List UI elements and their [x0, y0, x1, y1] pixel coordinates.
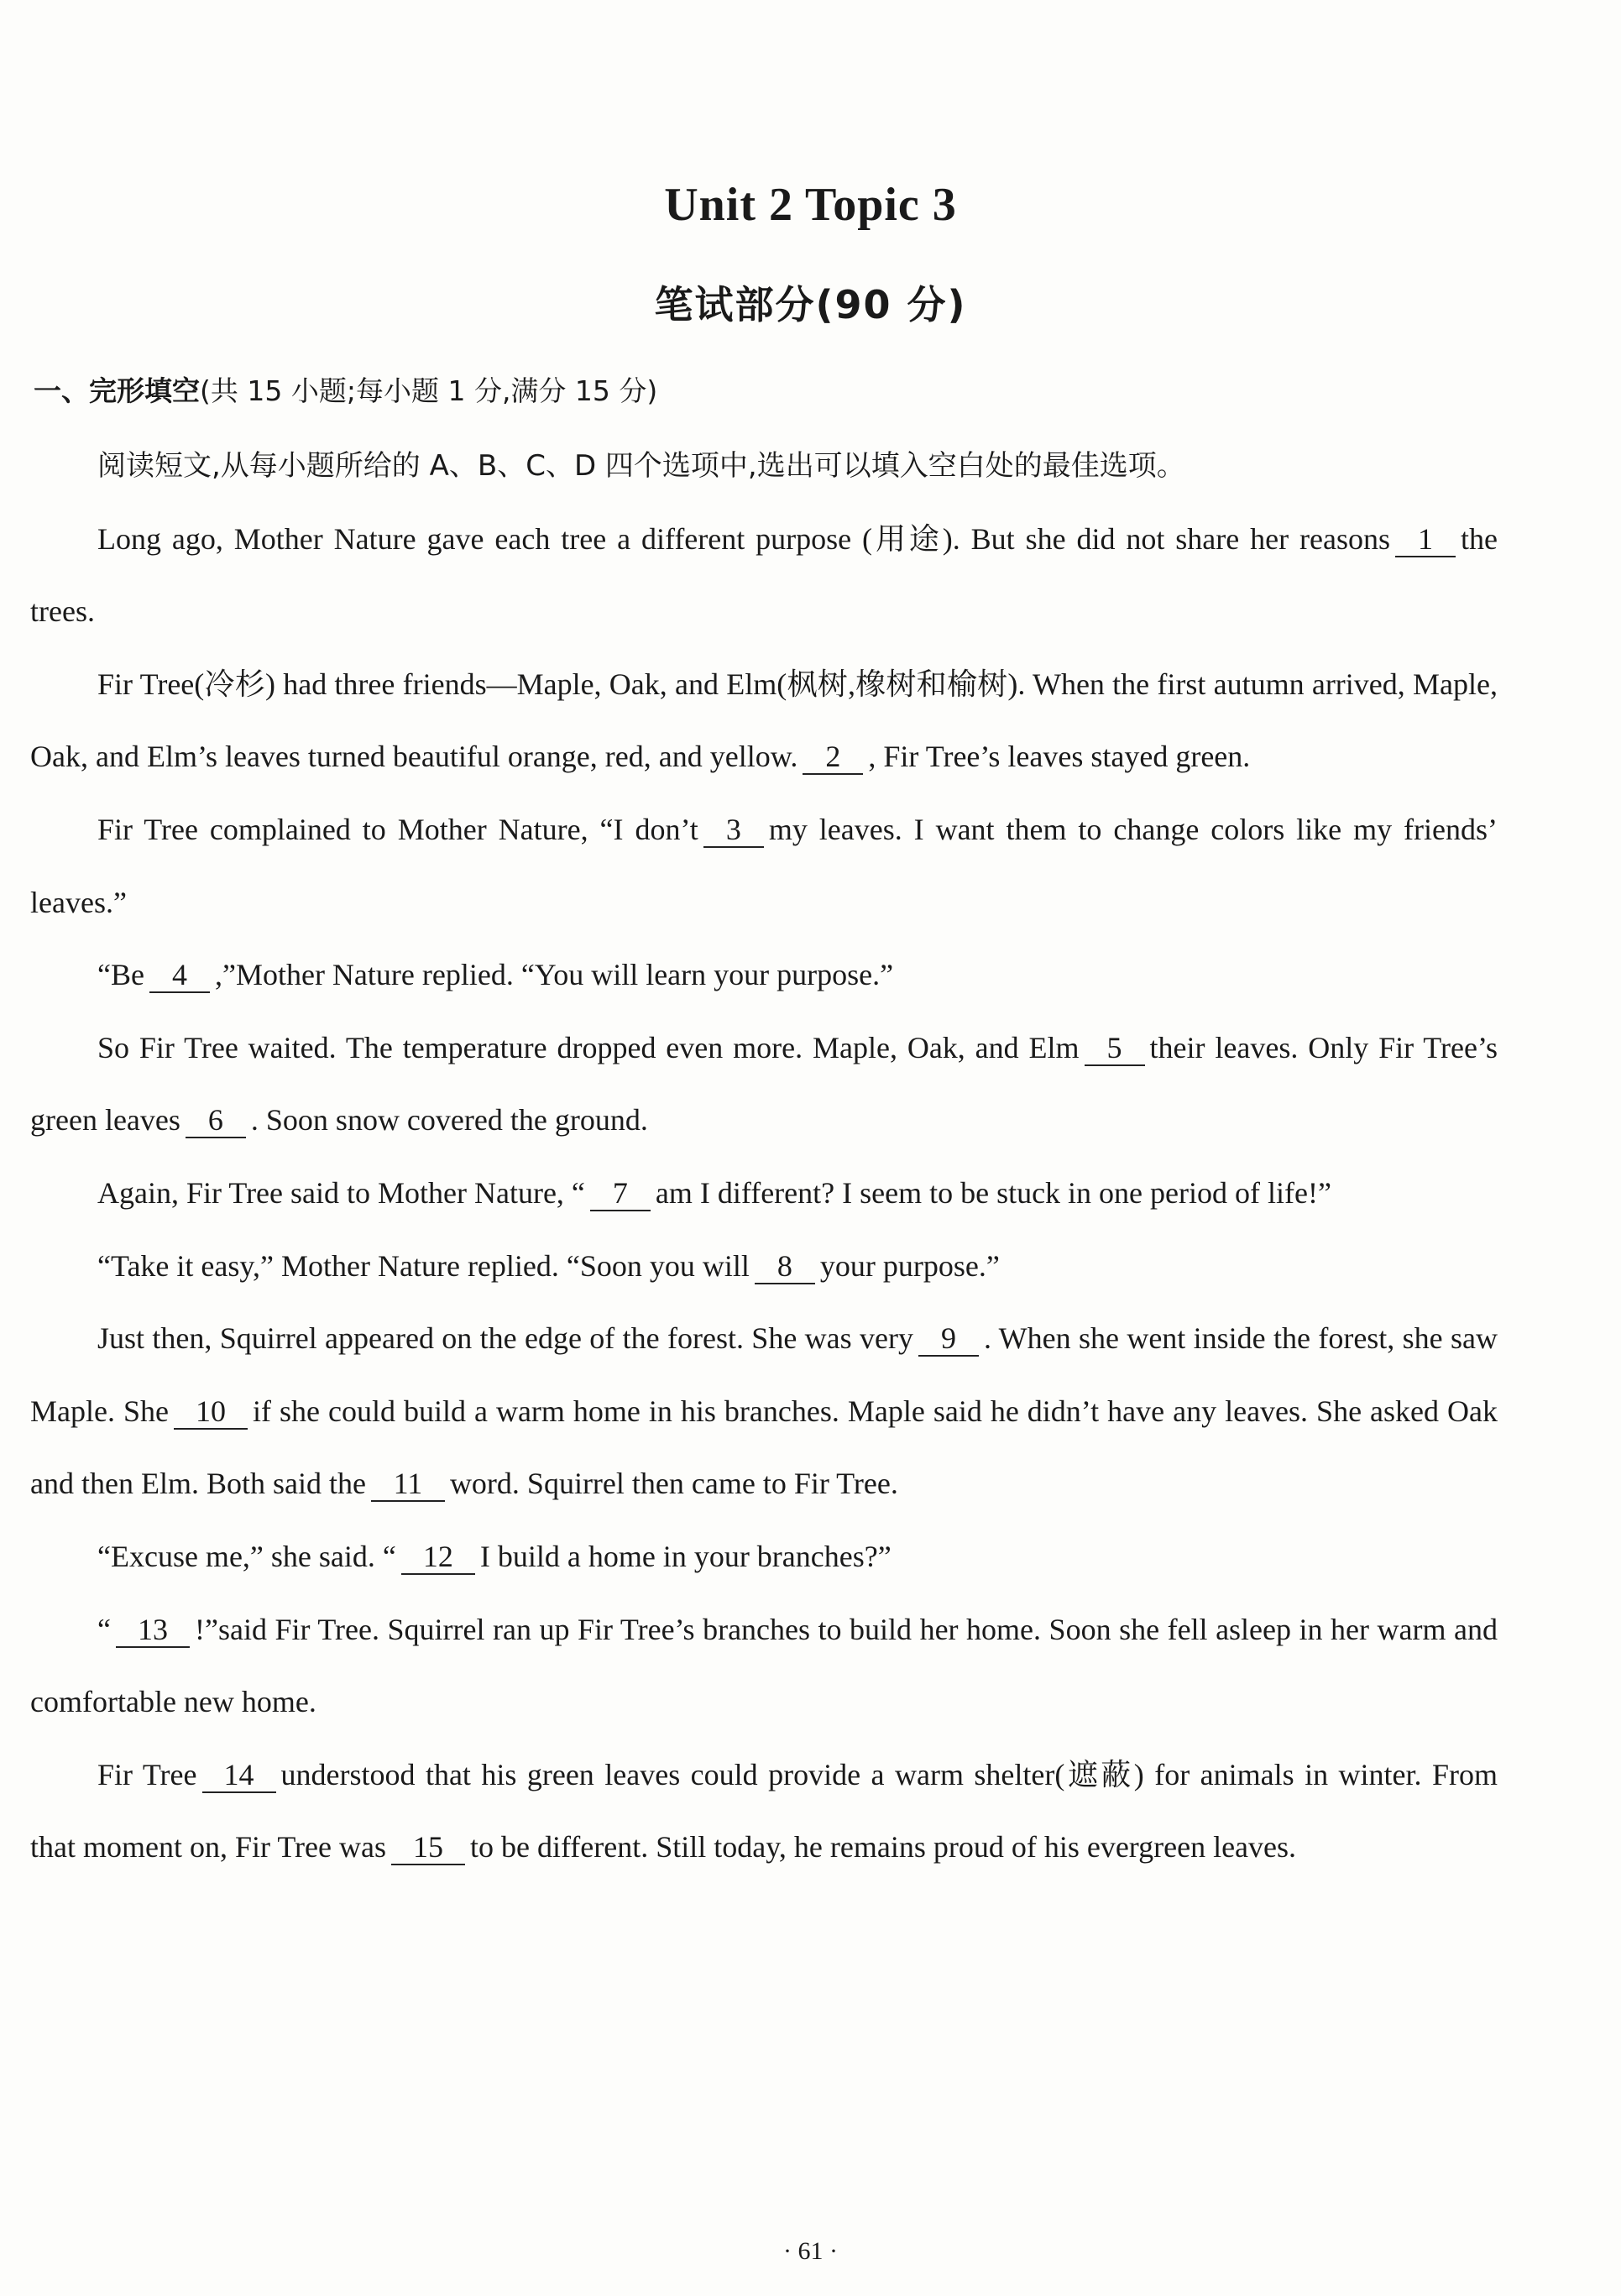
passage-text: to be different. Still today, he remains proud of his evergreen leaves.	[469, 1830, 1297, 1865]
paragraph-2	[30, 648, 1498, 793]
passage-text: So Fir Tree waited. The temperature dropped even more. Maple, Oak, and Elm	[97, 1030, 1080, 1064]
blank-8: 8	[755, 1249, 815, 1284]
paragraph-6	[30, 1157, 1498, 1230]
blank-6: 6	[186, 1103, 246, 1138]
paragraph-5	[30, 1012, 1498, 1157]
passage-text: Again, Fir Tree said to Mother Nature, “	[97, 1175, 585, 1210]
paragraph-11	[30, 1739, 1498, 1884]
blank-14: 14	[202, 1758, 276, 1793]
blank-2: 2	[803, 740, 863, 775]
blank-5: 5	[1085, 1031, 1145, 1066]
blank-13: 13	[116, 1613, 190, 1648]
passage-text: “Take it easy,” Mother Nature replied. “Soon you will	[97, 1248, 750, 1283]
paragraph-8	[30, 1302, 1498, 1520]
passage-text: their leaves. Only Fir Tree’s green leaves	[30, 1030, 1498, 1138]
paragraph-1	[30, 503, 1498, 648]
passage-text: “Excuse me,” she said. “	[97, 1539, 396, 1573]
blank-11: 11	[371, 1467, 445, 1502]
passage-text: . When she went inside the forest, she saw Maple. She	[30, 1321, 1498, 1428]
passage-text: am I different? I seem to be stuck in one period of life!”	[655, 1175, 1331, 1210]
blank-15: 15	[391, 1830, 465, 1865]
paragraph-9	[30, 1520, 1498, 1593]
page-title: Unit 2 Topic 3	[664, 179, 957, 231]
section-detail: (共 15 小题;每小题 1 分,满分 15 分)	[200, 374, 658, 407]
page-number: · 61 ·	[783, 2237, 838, 2265]
blank-7: 7	[590, 1176, 651, 1211]
passage-text: my leaves. I want them to change colors like my friends’ leaves.”	[30, 812, 1498, 919]
blank-10: 10	[174, 1394, 248, 1430]
passage-text: Fir Tree(冷杉) had three friends—Maple, Oak, and Elm(枫树,橡树和榆树). When the first autumn arrived, Maple, Oak, and Elm’s leaves turned beautiful orange, red, and yellow.	[30, 667, 1498, 774]
blank-9: 9	[918, 1321, 979, 1357]
passage-text: ,”Mother Nature replied. “You will learn your purpose.”	[214, 958, 894, 992]
passage-text: Just then, Squirrel appeared on the edge of the forest. She was very	[97, 1321, 913, 1356]
paragraph-10	[30, 1593, 1498, 1739]
passage-text: Fir Tree	[97, 1757, 197, 1791]
passage-text: , Fir Tree’s leaves stayed green.	[868, 740, 1251, 774]
passage-text: !”said Fir Tree. Squirrel ran up Fir Tree’s branches to build her home. Soon she fell asleep in her warm and comfortable new home.	[30, 1612, 1498, 1719]
passage-text: “	[97, 1612, 111, 1646]
paragraph-7	[30, 1230, 1498, 1303]
passage-text: if she could build a warm home in his branches. Maple said he didn’t have any leaves. She asked Oak and then Elm. Both said the	[30, 1394, 1498, 1501]
instruction: 阅读短文,从每小题所给的 A、B、C、D 四个选项中,选出可以填入空白处的最佳选项。	[97, 449, 1185, 483]
passage	[30, 430, 1498, 1884]
passage-text: word. Squirrel then came to Fir Tree.	[449, 1467, 898, 1501]
section-number: 一、	[34, 374, 89, 407]
passage-text: Long ago, Mother Nature gave each tree a different purpose (用途). But she did not share her reasons	[97, 521, 1391, 556]
blank-1: 1	[1395, 522, 1456, 557]
section-heading	[34, 369, 657, 409]
passage-text: . Soon snow covered the ground.	[250, 1103, 648, 1138]
blank-4: 4	[149, 958, 210, 993]
page-subtitle: 笔试部分(90 分)	[654, 282, 967, 327]
passage-text: I build a home in your branches?”	[479, 1539, 892, 1573]
passage-text: “Be	[97, 958, 144, 992]
blank-12: 12	[401, 1540, 475, 1575]
passage-text: the trees.	[30, 521, 1498, 629]
passage-text: your purpose.”	[819, 1248, 1000, 1283]
passage-text: Fir Tree complained to Mother Nature, “I don’t	[97, 812, 698, 846]
blank-3: 3	[703, 813, 764, 848]
passage-text: understood that his green leaves could provide a warm shelter(遮蔽) for animals in winter. From that moment on, Fir Tree was	[30, 1757, 1498, 1865]
paragraph-3	[30, 793, 1498, 939]
paragraph-4	[30, 939, 1498, 1012]
section-name: 完形填空	[89, 374, 200, 407]
